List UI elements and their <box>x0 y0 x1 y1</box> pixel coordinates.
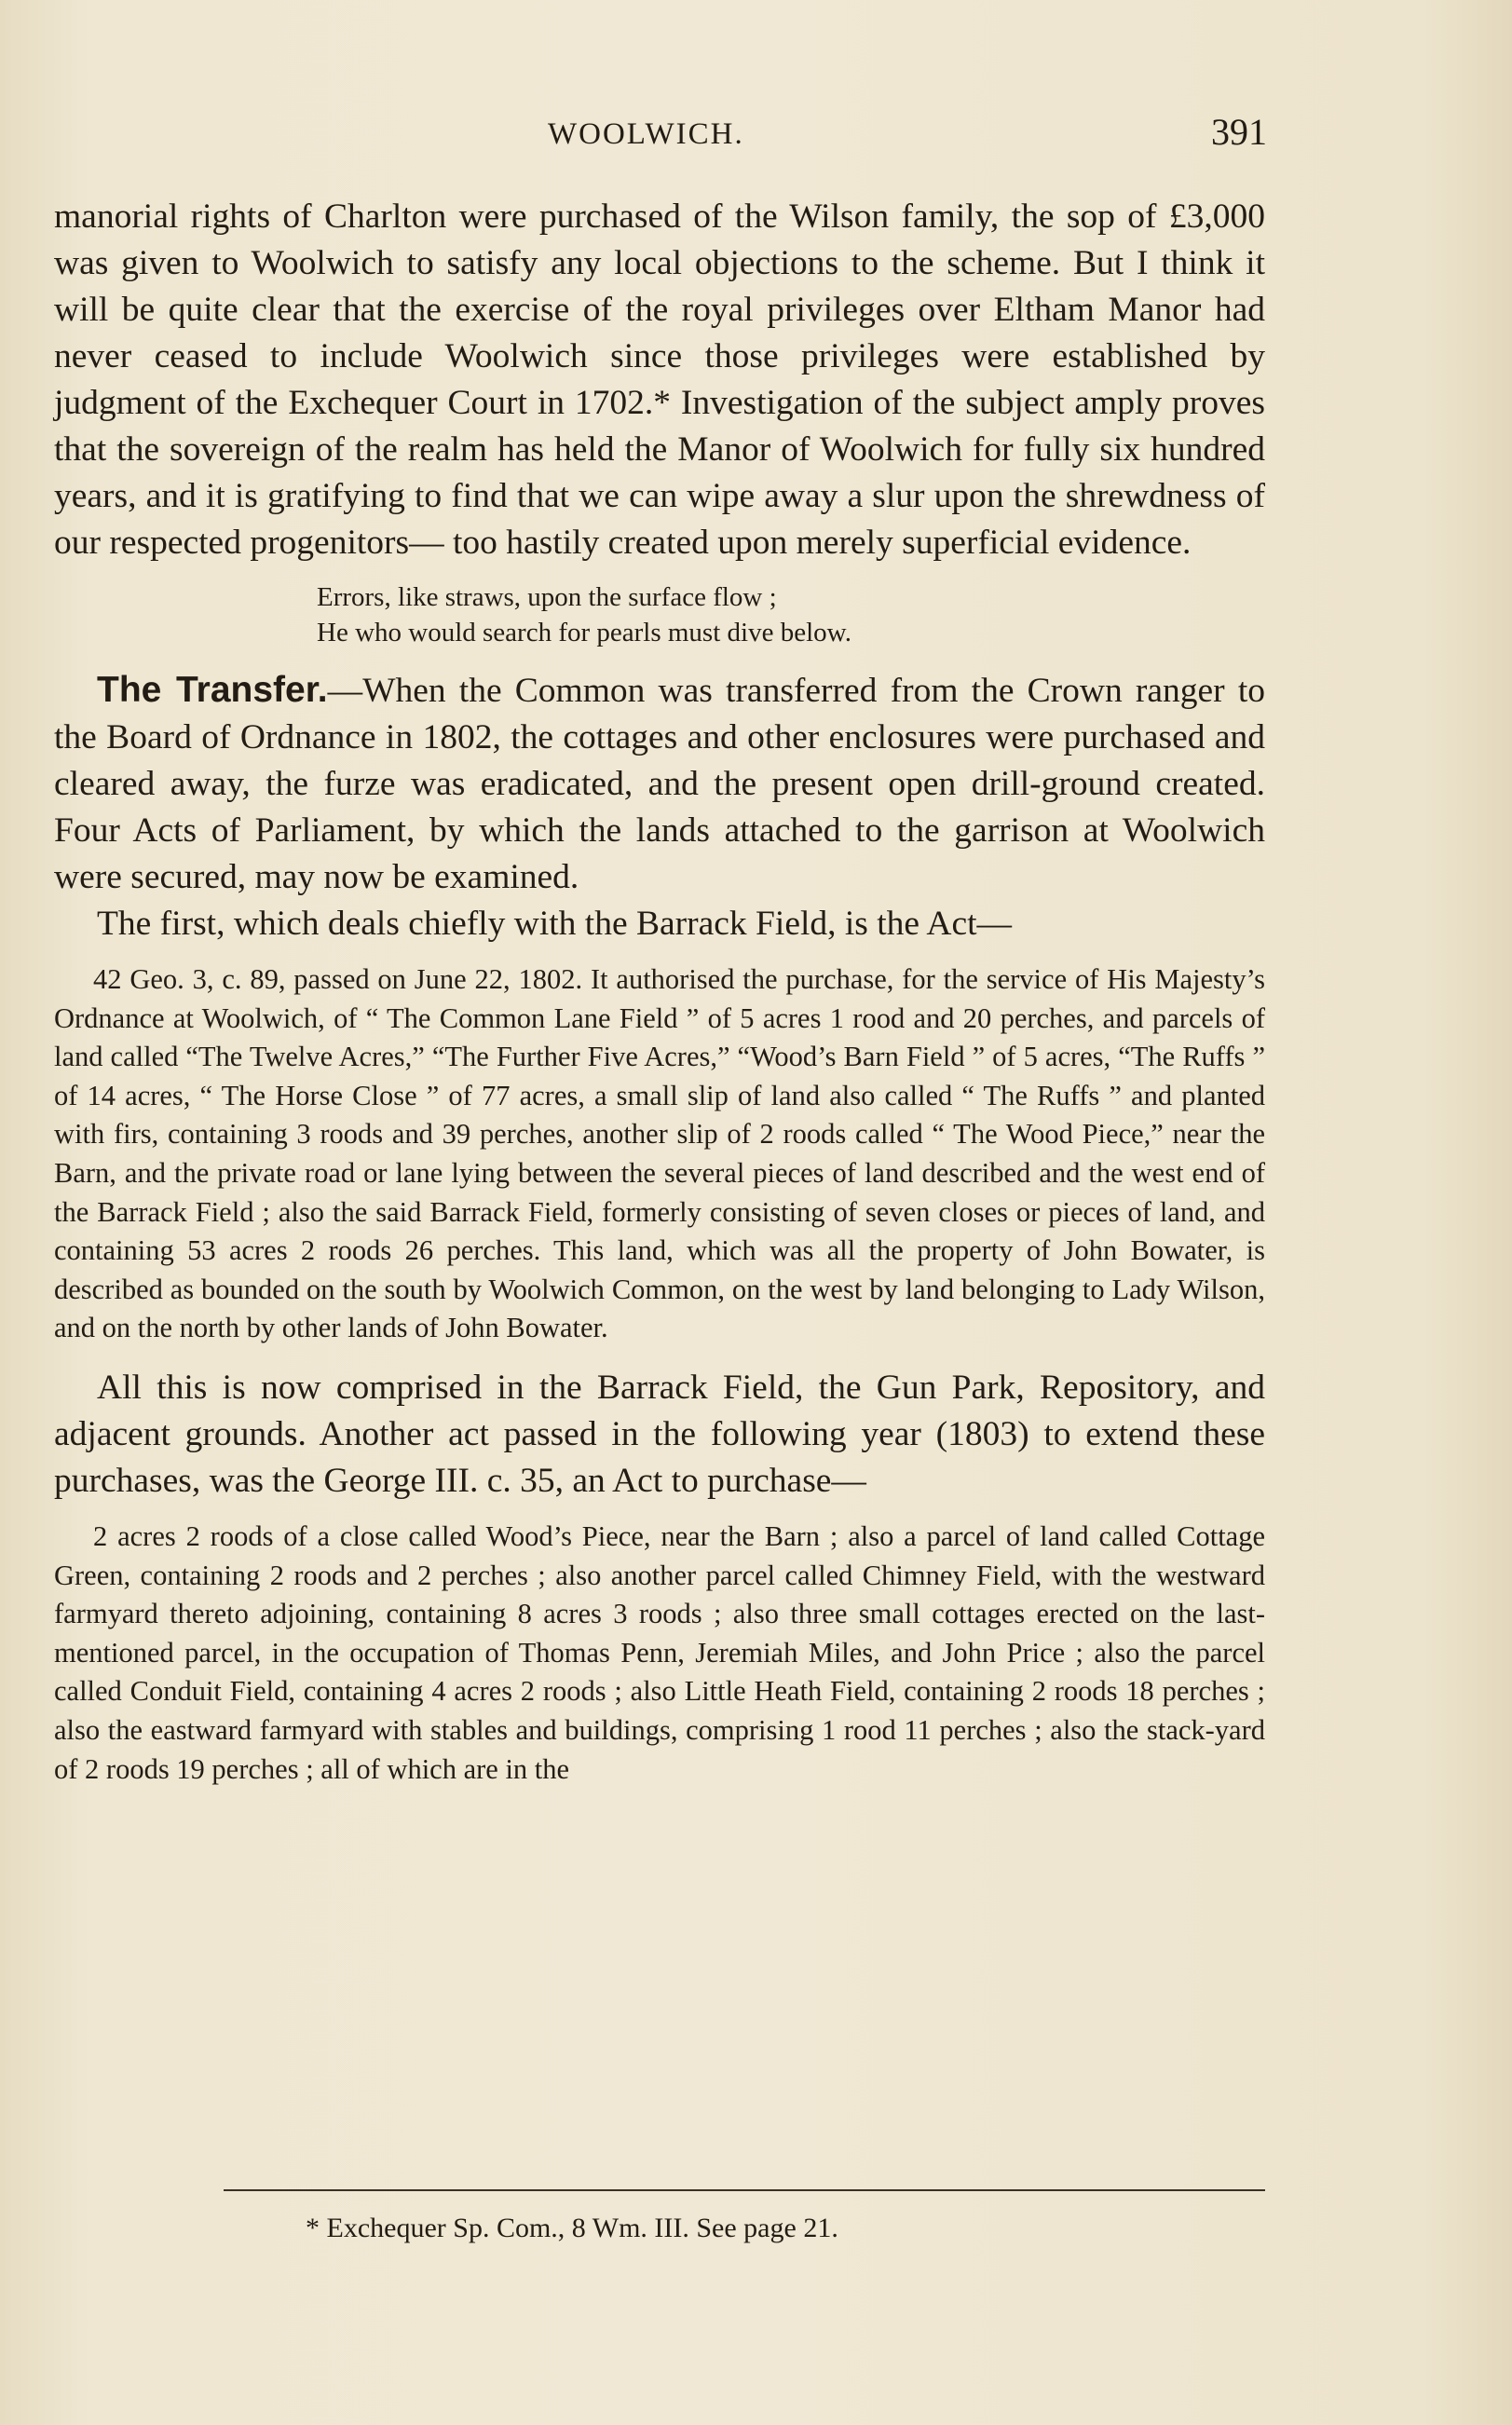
paragraph-act-1803: All this is now comprised in the Barrack Field, the Gun Park, Repository, and adjacent grounds. Another act passed in the following year (1803) to extend these purchases, was the George III. c. 35, an Act to purchase— <box>54 1368 1265 1500</box>
extract-act-1803: 2 acres 2 roods of a close called Wood’s Piece, near the Barn ; also a parcel of land called Cottage Green, containing 2 roods and 2 perches ; also another parcel called Chimney Field, with the westward farmyard thereto adjoining, containing 8 acres 3 roods ; also three small cottages erected on the last-mentioned parcel, in the occupation of Thomas Penn, Jeremiah Miles, and John Price ; also the parcel called Conduit Field, containing 4 acres 2 roods ; also Little Heath Field, containing 2 roods 18 perches ; also the eastward farmyard with stables and buildings, comprising 1 rood 11 perches ; also the stack-yard of 2 roods 19 perches ; all of which are in the <box>54 1519 1265 1785</box>
footnote: * Exchequer Sp. Com., 8 Wm. III. See page 21. <box>306 2213 838 2243</box>
running-head: WOOLWICH. <box>548 117 744 151</box>
section-heading-transfer: The Transfer. <box>97 670 328 710</box>
page-number: 391 <box>1211 111 1267 153</box>
paragraph-first-act: The first, which deals chiefly with the Barrack Field, is the Act— <box>97 905 1013 943</box>
paragraph-transfer <box>54 667 1265 901</box>
paragraph-transfer-text: —When the Common was transferred from the Crown ranger to the Board of Ordnance in 1802, the cottages and other enclosures were purchased and cleared away, the furze was eradicated, and the present open drill-ground created. Four Acts of Parliament, by which the lands attached to the garrison at Woolwich were secured, may now be examined. <box>54 672 1265 896</box>
footnote-rule <box>224 2189 1265 2191</box>
paragraph-manorial-rights: manorial rights of Charlton were purchased of the Wilson family, the sop of £3,000 was given to Woolwich to satisfy any local objections to the scheme. But I think it will be quite clear that the exercise of the royal privileges over Eltham Manor had never ceased to include Woolwich since those privileges were established by judgment of the Exchequer Court in 1702.* Investigation of the subject amply proves that the sovereign of the realm has held the Manor of Woolwich for fully six hundred years, and it is gratifying to find that we can wipe away a slur upon the shrewdness of our respected progenitors— too hastily created upon merely superficial evidence. <box>54 198 1265 562</box>
body-text <box>54 194 1265 1805</box>
extract-act-1802: 42 Geo. 3, c. 89, passed on June 22, 1802. It authorised the purchase, for the service of His Majesty’s Ordnance at Woolwich, of “ The Common Lane Field ” of 5 acres 1 rood and 20 perches, and parcels of land called “The Twelve Acres,” “The Further Five Acres,” “Wood’s Barn Field ” of 5 acres, “The Ruffs ” of 14 acres, “ The Horse Close ” of 77 acres, a small slip of land also called “ The Ruffs ” and planted with firs, containing 3 roods and 39 perches, another slip of 2 roods called “ The Wood Piece,” near the Barn, and the private road or lane lying between the several pieces of land described and the west end of the Barrack Field ; also the said Barrack Field, formerly consisting of seven closes or pieces of land, and containing 53 acres 2 roods 26 perches. This land, which was all the property of John Bowater, is described as bounded on the south by Woolwich Common, on the west by land belonging to Lady Wilson, and on the north by other lands of John Bowater. <box>54 963 1265 1344</box>
verse-line: Errors, like straws, upon the surface flow ; <box>317 582 777 612</box>
verse-quotation <box>317 579 1265 650</box>
verse-line: He who would search for pearls must dive below. <box>317 618 851 647</box>
page-header <box>54 110 1265 166</box>
